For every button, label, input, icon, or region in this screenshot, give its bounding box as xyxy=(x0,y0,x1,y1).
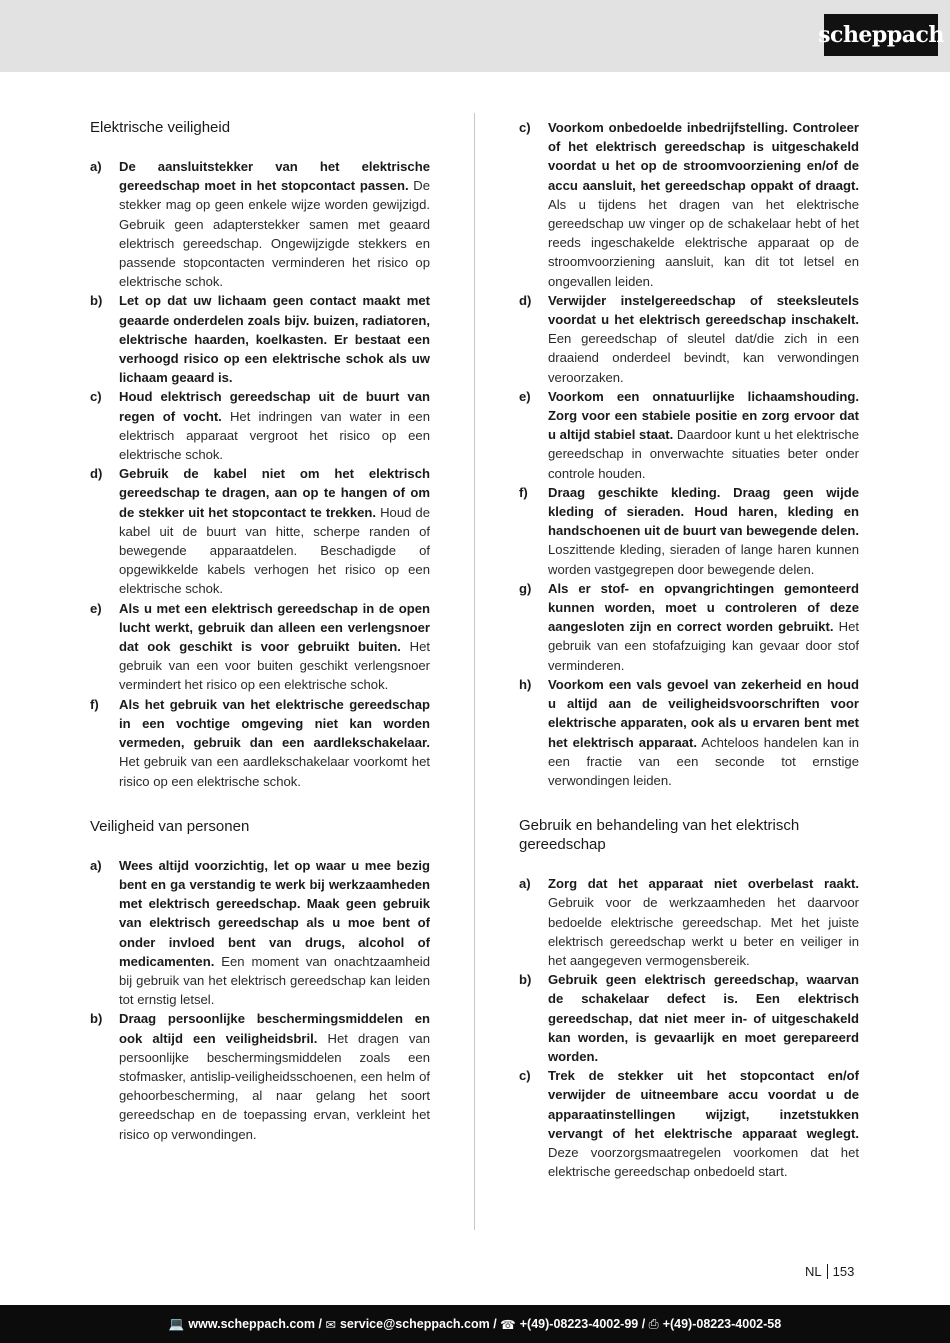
list-item-text xyxy=(119,599,430,695)
fax-icon: ⎙ xyxy=(648,1316,659,1331)
footer-fax: +(49)-08223-4002-58 xyxy=(662,1317,782,1331)
list-item-bold-text: Gebruik geen elektrisch gereedschap, waarvan de schakelaar defect is. Een elektrisch gereedschap, dat niet meer in- of uitgeschakeld kan worden, is gevaarlijk en moet gerepareerd worden. xyxy=(548,972,859,1064)
list-item-text xyxy=(119,1009,430,1143)
list-item-letter: f) xyxy=(519,484,528,500)
list-item-normal-text: Een moment van onachtzaamheid bij gebruik van het elektrisch gereedschap kan leiden tot ernstig letsel. xyxy=(119,953,430,1008)
list-item-text xyxy=(119,464,430,598)
list-item-text xyxy=(119,157,430,291)
list-item-text xyxy=(548,970,859,1066)
list-item-text xyxy=(548,387,859,483)
list-item-normal-text: Deze voorzorgsmaatregelen voorkomen dat het elektrische gereedschap onbedoeld start. xyxy=(548,1144,859,1180)
list-item xyxy=(90,1009,430,1143)
list-item-letter: a) xyxy=(90,159,102,174)
list-item-normal-text: Houd de kabel uit de buurt van hitte, scherpe randen of bewegende apparaatdelen. Beschadigde of opgewikkelde kabels verhogen het risico op een elektrische schok. xyxy=(119,504,430,597)
list-item-text xyxy=(548,579,859,675)
list-item-bold-text: Als het gebruik van het elektrische gereedschap in een vochtige omgeving niet kan worden vermeden, gebruik dan een aardlekschakelaar. xyxy=(119,696,430,751)
list-item-normal-text: Het gebruik van een voor buiten geschikt verlengsnoer vermindert het risico op een elektrische schok. xyxy=(119,639,430,693)
list-item-normal-text: Het indringen van water in een elektrisch apparaat vergroot het risico op een elektrische schok. xyxy=(119,408,430,463)
list-item xyxy=(519,118,859,291)
list-item-normal-text: Achteloos handelen kan in een fractie van een seconde tot ernstige verwondingen leiden. xyxy=(548,734,859,788)
list-item-normal-text: Het gebruik van een aardlekschakelaar voorkomt het risico op een elektrische schok. xyxy=(119,754,430,789)
page-number-separator xyxy=(827,1264,828,1279)
list-item xyxy=(519,1066,859,1181)
list-item-bold-text: Gebruik de kabel niet om het elektrisch gereedschap te dragen, aan op te hangen of om de stekker uit het stopcontact te trekken. xyxy=(119,466,430,520)
list-item xyxy=(519,291,859,387)
list-item-text xyxy=(548,291,859,387)
list-item-normal-text: De stekker mag op geen enkele wijze worden gewijzigd. Gebruik geen adapterstekker samen met geaard elektrisch gereedschap. Ongewijzigde stekkers en passende stopcontacten verminderen het risico op elektrische schok. xyxy=(119,178,430,290)
list-item-text xyxy=(548,675,859,790)
list-item-bold-text: Voorkom onbedoelde inbedrijfstelling. Controleer of het elektrisch gereedschap is uitgeschakeld voordat u het op de stroomvoorziening en/of de accu aansluit, het gereedschap oppakt of draagt. xyxy=(548,120,859,193)
mail-icon: ✉ xyxy=(325,1317,336,1332)
footer-email-link[interactable]: service@scheppach.com / xyxy=(339,1317,497,1331)
column-divider xyxy=(474,113,475,1230)
list-item-bold-text: Draag geschikte kleding. Draag geen wijde kleding of sieraden. Houd haren, kleding en handschoenen uit de buurt van bewegende delen. xyxy=(548,484,859,539)
list-item-bold-text: Draag persoonlijke beschermingsmiddelen en ook altijd een veiligheidsbril. xyxy=(119,1011,430,1046)
list-item-letter: b) xyxy=(90,1011,103,1027)
list-item-text xyxy=(548,118,859,291)
list-item xyxy=(90,599,430,695)
list-item-letter: g) xyxy=(519,580,532,596)
list-item-bold-text: Let op dat uw lichaam geen contact maakt met geaarde onderdelen zoals bijv. buizen, radiatoren, elektrische haarden, koelkasten. Er bestaat een verhoogd risico op een elektrische schok als uw lichaam geaard is. xyxy=(119,293,430,386)
list-item xyxy=(519,579,859,675)
list-item-letter: e) xyxy=(519,388,531,404)
list-item xyxy=(519,483,859,579)
list-item xyxy=(90,291,430,387)
section-title-electrical-safety: Elektrische veiligheid xyxy=(90,119,231,136)
right-column xyxy=(519,118,859,1181)
list-item-letter: d) xyxy=(90,466,103,482)
list-item-bold-text: Wees altijd voorzichtig, let op waar u mee bezig bent en ga verstandig te werk bij werkzaamheden met elektrisch gereedschap. Maak geen gebruik van elektrisch gereedschap als u moe bent of onder invloed bent van drugs, alcohol of medicamenten. xyxy=(119,857,430,969)
page-number-value: 153 xyxy=(832,1264,855,1279)
list-item-text xyxy=(119,695,430,791)
list-item-bold-text: Houd elektrisch gereedschap uit de buurt van regen of vocht. xyxy=(119,389,430,424)
list-item xyxy=(519,387,859,483)
list-item-bold-text: Als er stof- en opvangrichtingen gemonteerd kunnen worden, moet u controleren of deze aangesloten zijn en correct worden gebruikt. xyxy=(548,580,859,635)
list-item-letter: h) xyxy=(519,676,532,692)
list-item xyxy=(519,874,859,970)
list-item-letter: b) xyxy=(519,972,532,988)
list-item xyxy=(90,157,430,291)
phone-icon: ☎ xyxy=(500,1317,516,1332)
list-item-normal-text: Het gebruik van een stofafzuiging kan gevaar door stof verminderen. xyxy=(548,619,860,673)
list-item xyxy=(519,970,859,1066)
list-item-normal-text: Een gereedschap of sleutel dat/die zich in een draaiend onderdeel bevindt, kan verwondingen veroorzaken. xyxy=(548,331,859,385)
electrical-safety-list xyxy=(90,157,430,791)
list-item-bold-text: Voorkom een onnatuurlijke lichaamshouding. Zorg voor een stabiele positie en zorg ervoor dat u altijd stabiel staat. xyxy=(548,388,859,443)
personal-safety-list-continued xyxy=(519,118,859,790)
left-column xyxy=(90,118,430,1144)
footer-phone: +(49)-08223-4002-99 / xyxy=(519,1317,646,1331)
list-item-text xyxy=(119,291,430,387)
list-item xyxy=(90,464,430,598)
list-item-bold-text: Als u met een elektrisch gereedschap in de open lucht werkt, gebruik dan alleen een verlengsnoer dat ook geschikt is voor gebruikt buiten. xyxy=(119,600,430,655)
list-item-letter: f) xyxy=(90,696,99,712)
list-item-normal-text: Daardoor kunt u het elektrische gereedschap in onverwachte situaties beter onder controle houden. xyxy=(548,427,859,481)
header-bar xyxy=(0,0,950,72)
list-item-bold-text: Verwijder instelgereedschap of steeksleutels voordat u het elektrisch gereedschap inschakelt. xyxy=(548,292,859,328)
scheppach-logo: scheppach xyxy=(824,14,938,56)
list-item-text xyxy=(548,874,859,970)
list-item xyxy=(519,675,859,790)
list-item-normal-text: Als u tijdens het dragen van het elektrische gereedschap uw vinger op de schakelaar hebt of het reeds ingeschakelde elektrische apparaat op de stroomvoorziening aansluit, kan dit tot letsel en ongevallen leiden. xyxy=(548,196,859,289)
section-title-personal-safety: Veiligheid van personen xyxy=(90,817,250,835)
list-item-letter: c) xyxy=(519,120,531,135)
list-item-letter: a) xyxy=(519,876,531,892)
list-item-letter: c) xyxy=(90,389,102,405)
list-item-bold-text: Zorg dat het apparaat niet overbelast raakt. xyxy=(548,876,859,892)
section-title-tool-use: Gebruik en behandeling van het elektrisch gereedschap xyxy=(519,817,800,854)
list-item-text xyxy=(548,483,859,579)
list-item-letter: b) xyxy=(90,293,103,309)
page-number xyxy=(805,1264,854,1279)
list-item-letter: c) xyxy=(519,1068,531,1084)
list-item-bold-text: Trek de stekker uit het stopcontact en/of verwijder de uitneembare accu voordat u de apparaatinstellingen wijzigt, inzetstukken vervangt of het elektrische apparaat weglegt. xyxy=(548,1068,859,1141)
list-item xyxy=(90,856,430,1010)
computer-icon: 💻 xyxy=(168,1316,185,1331)
list-item-normal-text: Gebruik voor de werkzaamheden het daarvoor bedoelde elektrische gereedschap. Met het juiste elektrisch gereedschap werkt u beter en veiliger in het aangegeven vermogensbereik. xyxy=(548,895,859,968)
list-item-letter: a) xyxy=(90,857,102,873)
footer-website-link[interactable]: www.scheppach.com / xyxy=(188,1317,322,1331)
list-item-letter: e) xyxy=(90,600,102,616)
list-item-bold-text: De aansluitstekker van het elektrische gereedschap moet in het stopcontact passen. xyxy=(119,159,430,194)
list-item-bold-text: Voorkom een vals gevoel van zekerheid en houd u altijd aan de veiligheidsvoorschriften voor elektrische apparaten, ook als u ervaren bent met het elektrisch apparaat. xyxy=(548,676,859,750)
list-item-text xyxy=(119,856,430,1010)
tool-use-list xyxy=(519,874,859,1181)
list-item-text xyxy=(548,1066,859,1181)
list-item-normal-text: Het dragen van persoonlijke beschermingsmiddelen zoals een stofmasker, antislip-veiligheidsschoenen, een helm of gehoorbescherming, al naar gelang het soort gereedschap en de toepassing ervan, verkleint het risico op verwondingen. xyxy=(119,1030,430,1142)
list-item xyxy=(90,695,430,791)
list-item xyxy=(90,387,430,464)
page-language: NL xyxy=(805,1264,822,1279)
list-item-letter: d) xyxy=(519,292,532,308)
footer-bar xyxy=(0,1305,950,1343)
list-item-normal-text: Loszittende kleding, sieraden of lange haren kunnen worden vastgegrepen door bewegende delen. xyxy=(548,542,859,577)
personal-safety-list xyxy=(90,856,430,1144)
list-item-text xyxy=(119,387,430,464)
